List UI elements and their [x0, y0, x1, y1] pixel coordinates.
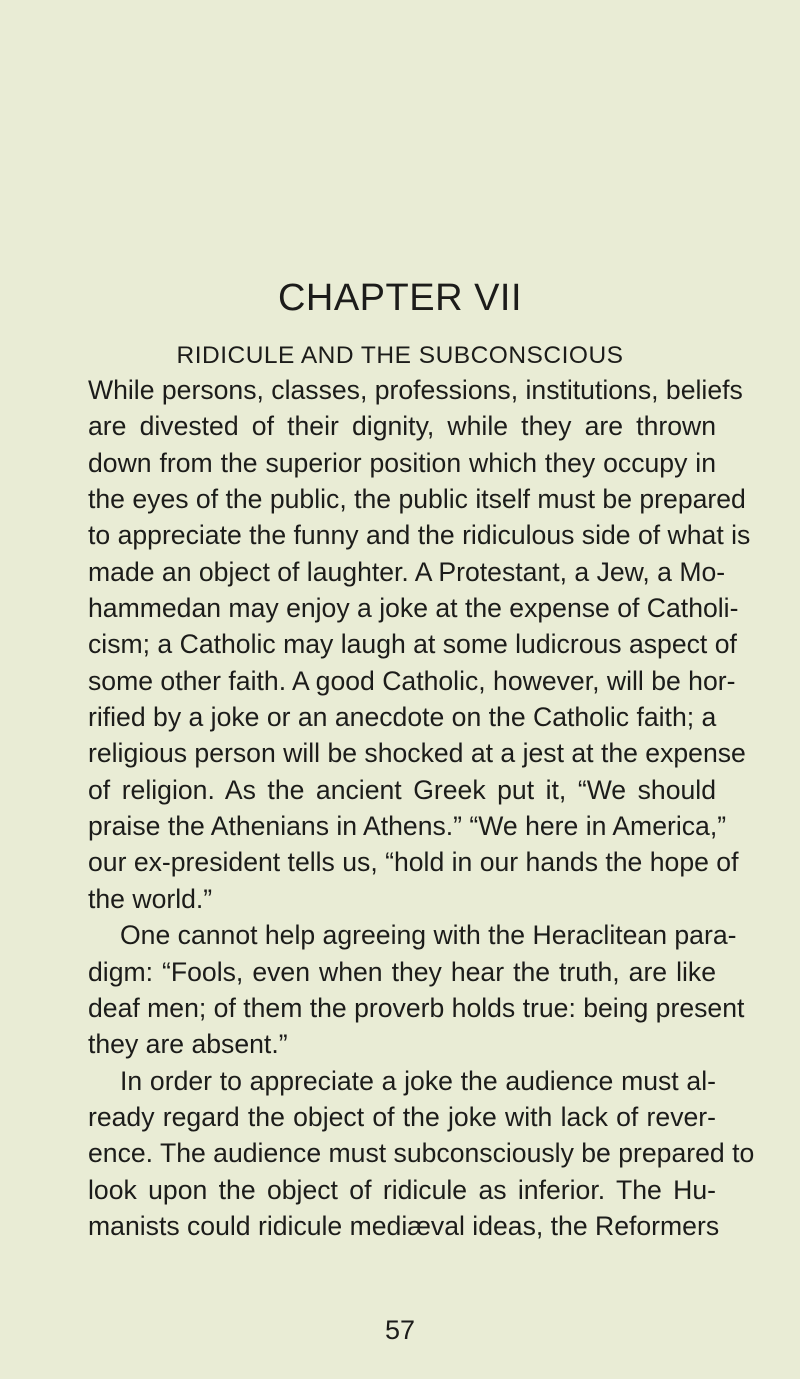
text-line: cism; a Catholic may laugh at some ludicrous aspect of	[88, 629, 737, 660]
text-line: the eyes of the public, the public itself must be prepared	[88, 484, 746, 515]
page-number: 57	[384, 1315, 416, 1345]
text-line: religious person will be shocked at a jest at the expense	[88, 738, 746, 769]
text-line: to appreciate the funny and the ridiculous side of what is	[88, 520, 751, 551]
text-line: they are absent.”	[88, 1029, 288, 1060]
chapter-subtitle: RIDICULE AND THE SUBCONSCIOUS	[176, 342, 624, 369]
text-line: of religion. As the ancient Greek put it, “We should	[88, 774, 716, 805]
text-line: ence. The audience must subconsciously be prepared to	[88, 1138, 755, 1169]
text-line: deaf men; of them the proverb holds true: being present	[88, 992, 745, 1023]
text-line: our ex-president tells us, “hold in our hands the hope of	[88, 847, 739, 878]
text-line: digm: “Fools, even when they hear the truth, are like	[88, 956, 716, 987]
body-text	[88, 372, 755, 1244]
text-line: are divested of their dignity, while they are thrown	[88, 411, 716, 442]
text-line: While persons, classes, professions, institutions, beliefs	[88, 375, 743, 405]
text-line: manists could ridicule mediæval ideas, the Reformers	[88, 1210, 720, 1241]
text-line: hammedan may enjoy a joke at the expense of Catholi-	[88, 593, 739, 624]
text-line: One cannot help agreeing with the Heraclitean para-	[120, 920, 737, 951]
text-line: some other faith. A good Catholic, however, will be hor-	[88, 665, 736, 696]
text-line: ready regard the object of the joke with lack of rever-	[88, 1101, 716, 1132]
text-line: praise the Athenians in Athens.” “We here in America,”	[88, 811, 727, 842]
text-line: made an object of laughter. A Protestant, a Jew, a Mo-	[88, 556, 726, 587]
text-line: the world.”	[88, 883, 213, 914]
text-line: rified by a joke or an anecdote on the Catholic faith; a	[88, 702, 717, 733]
text-line: In order to appreciate a joke the audience must al-	[120, 1065, 716, 1096]
text-line: down from the superior position which they occupy in	[88, 447, 716, 478]
text-line: look upon the object of ridicule as inferior. The Hu-	[88, 1174, 716, 1205]
chapter-title: CHAPTER VII	[277, 277, 523, 319]
